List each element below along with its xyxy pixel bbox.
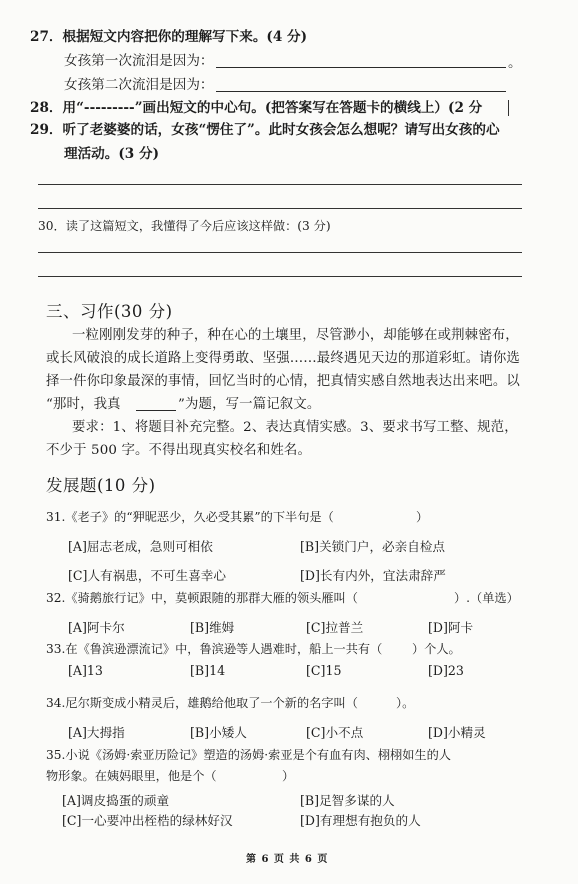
development-heading: 发展题(10 分) bbox=[46, 476, 156, 495]
q33-option-a[interactable]: [A]13 bbox=[68, 663, 103, 678]
q31-option-c[interactable]: [C]人有祸患，不可生喜幸心 bbox=[68, 568, 226, 583]
q32-option-c[interactable]: [C]拉普兰 bbox=[306, 620, 364, 635]
q34-option-a[interactable]: [A]大拇指 bbox=[68, 725, 125, 740]
composition-heading: 三、习作(30 分) bbox=[46, 302, 173, 321]
q27-answer-blank-2[interactable] bbox=[216, 91, 506, 92]
composition-requirement-line1: 要求：1、将题目补充完整。2、表达真情实感。3、要求书写工整、规范， bbox=[72, 420, 518, 435]
q27-line2-label: 女孩第二次流泪是因为： bbox=[64, 77, 214, 93]
composition-title-prefix: “那时，我真 bbox=[46, 397, 121, 412]
q32-option-a[interactable]: [A]阿卡尔 bbox=[68, 620, 125, 635]
q35-line2: 物形象。在姨妈眼里，他是个（ bbox=[46, 769, 217, 783]
q35-line1: 35.小说《汤姆·索亚历险记》塑造的汤姆·索亚是个有血有肉、栩栩如生的人 bbox=[46, 748, 451, 762]
q32-option-d[interactable]: [D]阿卡 bbox=[428, 620, 474, 635]
q32-close: ）.（单选） bbox=[454, 591, 519, 605]
q34-close: ）。 bbox=[396, 696, 415, 710]
q31-stem: 31.《老子》的“狎昵恶少，久必受其累”的下半句是（ bbox=[46, 510, 334, 524]
q34-option-b[interactable]: [B]小矮人 bbox=[190, 725, 247, 740]
q33-option-b[interactable]: [B]14 bbox=[190, 663, 226, 678]
q29-answer-line-1[interactable] bbox=[38, 184, 522, 185]
q27-line1-label: 女孩第一次流泪是因为： bbox=[64, 53, 214, 69]
q32-stem: 32.《骑鹅旅行记》中，莫顿跟随的那群大雁的领头雁叫（ bbox=[46, 591, 358, 605]
composition-title-suffix: ”为题，写一篇记叙文。 bbox=[178, 397, 321, 412]
composition-paragraph-line1: 一粒刚刚发芽的种子，种在心的土壤里，尽管渺小，却能够在或荆棘密布， bbox=[72, 328, 519, 343]
q35-option-c[interactable]: [C]一心要冲出桎梏的绿林好汉 bbox=[62, 813, 233, 828]
q35-option-d[interactable]: [D]有理想有抱负的人 bbox=[300, 813, 421, 828]
q29-line2: 理活动。(3 分) bbox=[64, 146, 160, 162]
q33-option-c[interactable]: [C]15 bbox=[306, 663, 342, 678]
q34-option-d[interactable]: [D]小精灵 bbox=[428, 725, 486, 740]
q27-line1-end: 。 bbox=[508, 55, 522, 71]
q31-option-a[interactable]: [A]屈志老成，急则可相依 bbox=[68, 539, 213, 554]
composition-requirement-line2: 不少于 500 字。不得出现真实校名和姓名。 bbox=[46, 443, 312, 458]
q35-option-a[interactable]: [A]调皮捣蛋的顽童 bbox=[62, 793, 170, 808]
q30-answer-line-1[interactable] bbox=[38, 252, 522, 253]
q33-close: ）个人。 bbox=[412, 642, 461, 656]
q30-answer-line-2[interactable] bbox=[38, 276, 522, 277]
q31-option-b[interactable]: [B]关锁门户，必亲自检点 bbox=[300, 539, 446, 554]
margin-mark bbox=[508, 100, 509, 116]
q33-option-d[interactable]: [D]23 bbox=[428, 663, 464, 678]
composition-paragraph-line2: 或长风破浪的成长道路上变得勇敢、坚强……最终遇见天边的那道彩虹。请你选 bbox=[46, 351, 520, 366]
page-footer: 第 6 页 共 6 页 bbox=[246, 854, 329, 865]
q27-stem: 27．根据短文内容把你的理解写下来。(4 分) bbox=[30, 29, 308, 45]
composition-title-blank[interactable] bbox=[136, 410, 176, 411]
composition-paragraph-line3: 择一件你印象最深的事情，回忆当时的心情，把真情实感自然地表达出来吧。以 bbox=[46, 374, 520, 389]
q33-stem: 33.在《鲁滨逊漂流记》中，鲁滨逊等人遇难时，船上一共有（ bbox=[46, 642, 383, 656]
q35-option-b[interactable]: [B]足智多谋的人 bbox=[300, 793, 395, 808]
q35-close: ） bbox=[282, 769, 295, 783]
q30-text: 30．读了这篇短文，我懂得了今后应该这样做：(3 分) bbox=[38, 219, 331, 233]
q34-stem: 34.尼尔斯变成小精灵后，雄鹅给他取了一个新的名字叫（ bbox=[46, 696, 358, 710]
q28-text: 28．用“---------”画出短文的中心句。(把答案写在答题卡的横线上）(2 分 bbox=[30, 100, 483, 116]
q31-close: ） bbox=[416, 510, 429, 524]
q27-answer-blank-1[interactable] bbox=[216, 67, 506, 68]
q29-line1: 29．听了老婆婆的话，女孩“愣住了”。此时女孩会怎么想呢？请写出女孩的心 bbox=[30, 122, 500, 138]
q32-option-b[interactable]: [B]维姆 bbox=[190, 620, 235, 635]
q34-option-c[interactable]: [C]小不点 bbox=[306, 725, 364, 740]
q29-answer-line-2[interactable] bbox=[38, 208, 522, 209]
q31-option-d[interactable]: [D]长有内外，宜法肃辞严 bbox=[300, 568, 446, 583]
